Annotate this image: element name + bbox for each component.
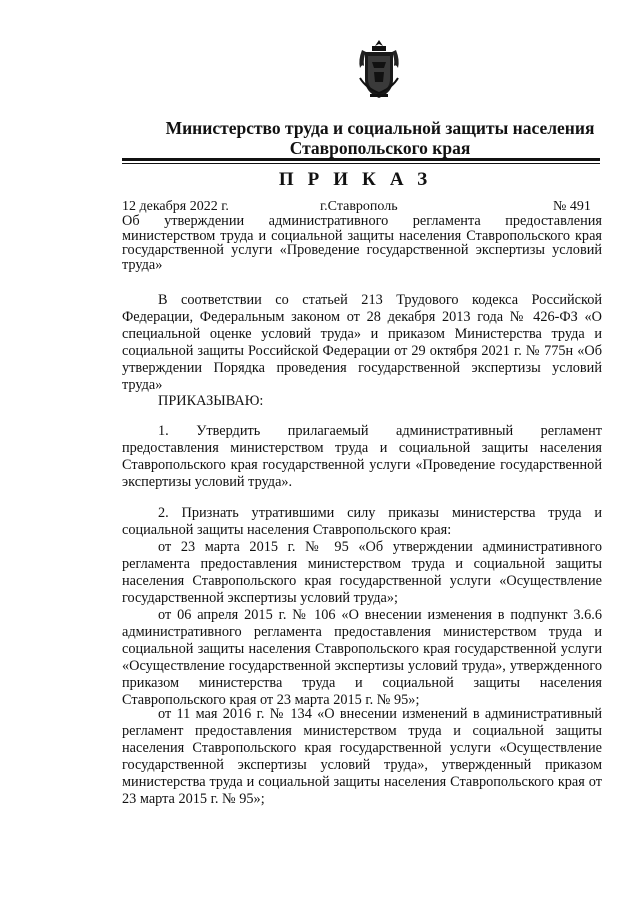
document-type: ПРИКАЗ [278,169,442,190]
organization-name [120,118,640,158]
document-city: г.Ставрополь [320,199,398,214]
document-number: № 491 [553,199,591,214]
document-title: Об утверждении административного регламента предоставления министерством труда и социальной защиты населения Ставропольского края государственной услуги «Проведение государственной экспертизы условий труда» [122,213,602,273]
item-1-paragraph: 1. Утвердить прилагаемый административный регламент предоставления министерством труда и социальной защиты населения Ставропольского края государственной услуги «Проведение государственной экспертизы условий труда». [122,423,602,490]
document-date: 12 декабря 2022 г. [122,199,229,214]
order-word: ПРИКАЗЫВАЮ: [158,393,264,409]
org-line-2: Ставропольского края [289,138,471,158]
header-divider-thin [122,163,600,164]
header-divider-thick [122,158,600,161]
repealed-order-1: от 23 марта 2015 г. № 95 «Об утверждении административного регламента предоставления министерством труда и социальной защиты населения Ставропольского края государственной услуги «Осуществление государственной экспертизы условий труда»; [122,539,602,606]
item-2-paragraph: 2. Признать утратившими силу приказы министерства труда и социальной защиты населения Ставропольского края: [122,505,602,538]
stavropol-coat-of-arms-icon [354,38,404,100]
org-line-1: Министерство труда и социальной защиты населения [165,118,595,138]
repealed-order-2: от 06 апреля 2015 г. № 106 «О внесении изменения в подпункт 3.6.6 административного регламента предоставления министерством труда и социальной защиты населения Ставропольского края государственной услуги «Осуществление государственной экспертизы условий труда», утвержденного приказом министерства труда и социальной защиты населения Ставропольского края от 23 марта 2015 г. № 95»; [122,607,602,708]
preamble-paragraph: В соответствии со статьей 213 Трудового кодекса Российской Федерации, Федеральным законом от 28 декабря 2013 года № 426-ФЗ «О специальной оценке условий труда» и приказом Министерства труда и социальной защиты Российской Федерации от 29 октября 2021 г. № 775н «Об утверждении Порядка проведения государственной экспертизы условий труда» [122,292,602,393]
repealed-order-3: от 11 мая 2016 г. № 134 «О внесении изменений в административный регламент предоставления министерством труда и социальной защиты населения Ставропольского края государственной услуги «Осуществление государственной экспертизы условий труда», утвержденный приказом министерства труда и социальной защиты населения Ставропольского края от 23 марта 2015 г. № 95»; [122,706,602,807]
